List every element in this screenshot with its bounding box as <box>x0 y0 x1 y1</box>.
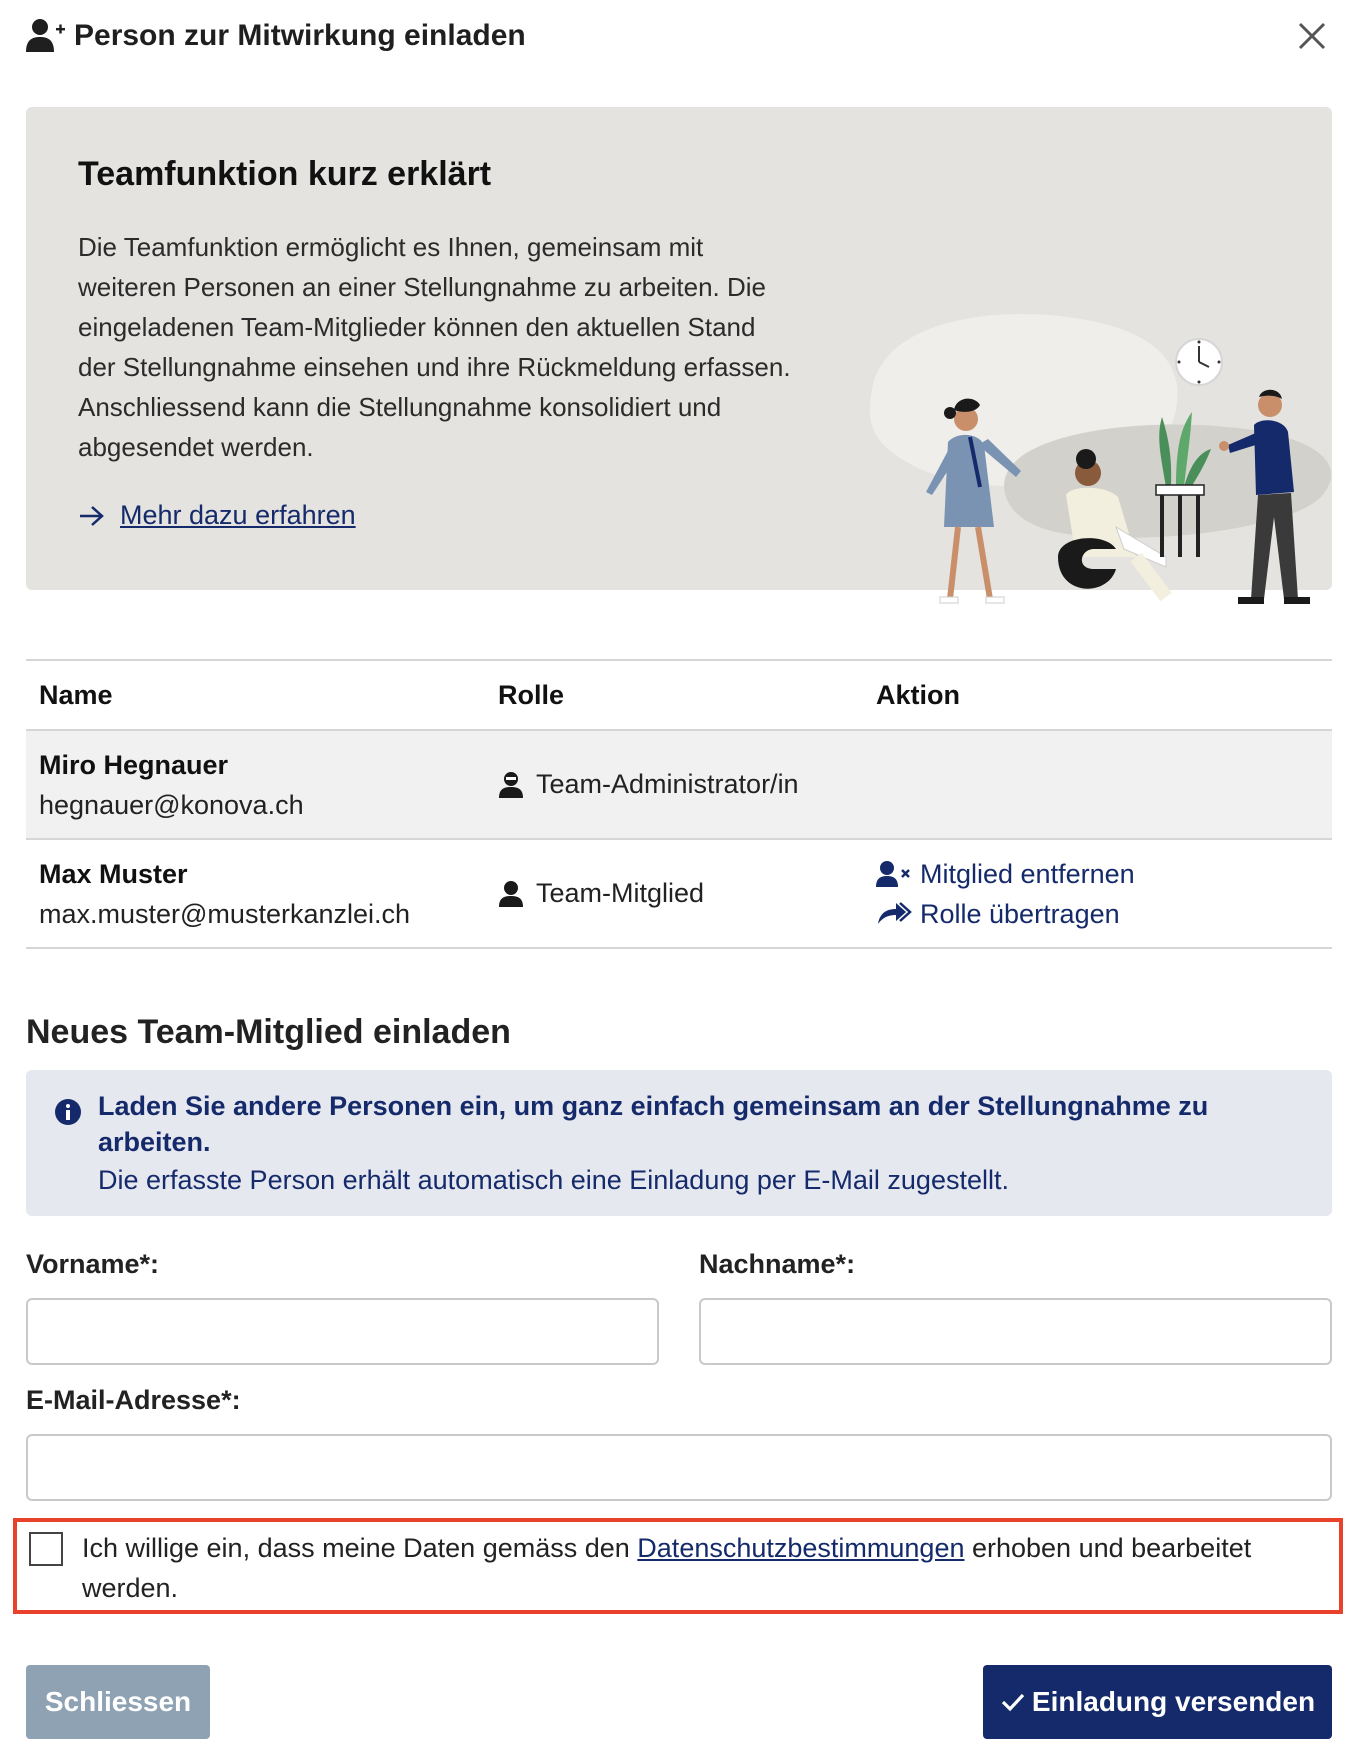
column-header-action: Aktion <box>876 679 960 710</box>
firstname-label: Vorname*: <box>26 1249 160 1279</box>
member-email: max.muster@musterkanzlei.ch <box>39 898 411 929</box>
role-cell <box>485 839 863 948</box>
consent-highlight-box <box>13 1518 1343 1614</box>
consent-text-after: erhoben und bearbeitet werden. <box>82 1533 1252 1603</box>
info-icon <box>54 1098 82 1126</box>
dialog-header <box>26 14 1332 58</box>
lastname-label: Nachname*: <box>699 1249 856 1279</box>
send-invitation-label: Einladung versenden <box>1031 1686 1316 1717</box>
table-row <box>26 839 1332 948</box>
dialog-title: Person zur Mitwirkung einladen <box>74 19 526 52</box>
invite-info-box <box>26 1070 1332 1216</box>
transfer-role-link[interactable] <box>876 894 1332 934</box>
member-cell <box>26 839 485 948</box>
team-explanation-panel <box>26 107 1332 590</box>
role-text: Team-Mitglied <box>536 878 705 908</box>
privacy-policy-link[interactable]: Datenschutzbestimmungen <box>637 1533 965 1563</box>
send-invitation-button[interactable] <box>983 1665 1332 1739</box>
share-forward-icon <box>876 900 912 928</box>
action-cell <box>863 730 1332 839</box>
member-email: hegnauer@konova.ch <box>39 789 304 820</box>
user-plus-icon <box>26 18 66 54</box>
email-label: E-Mail-Adresse*: <box>26 1385 241 1415</box>
firstname-input[interactable] <box>26 1298 659 1365</box>
user-remove-icon <box>876 860 912 888</box>
table-header-row <box>26 660 1332 730</box>
team-members-table <box>26 659 1332 949</box>
role-label <box>498 769 863 800</box>
consent-checkbox[interactable] <box>29 1532 63 1566</box>
team-illustration <box>866 227 1336 617</box>
remove-member-link[interactable] <box>876 854 1332 894</box>
role-label <box>498 878 863 909</box>
lastname-input[interactable] <box>699 1298 1332 1365</box>
column-header-role: Rolle <box>498 679 565 710</box>
check-icon <box>1000 1691 1026 1713</box>
table-row <box>26 730 1332 839</box>
consent-text <box>82 1528 1332 1608</box>
close-icon[interactable] <box>1292 16 1332 56</box>
learn-more-label: Mehr dazu erfahren <box>120 500 356 530</box>
role-cell <box>485 730 863 839</box>
role-text: Team-Administrator/in <box>536 769 799 799</box>
action-cell <box>863 839 1332 948</box>
member-name: Miro Hegnauer <box>39 749 229 780</box>
consent-text-before: Ich willige ein, dass meine Daten gemäss den <box>82 1533 638 1563</box>
arrow-right-icon <box>78 504 106 528</box>
close-button[interactable]: Schliessen <box>26 1665 210 1739</box>
explanation-title: Teamfunktion kurz erklärt <box>78 155 492 193</box>
remove-member-label: Mitglied entfernen <box>920 858 1135 889</box>
email-input[interactable] <box>26 1434 1332 1501</box>
invite-section-title: Neues Team-Mitglied einladen <box>26 1013 511 1051</box>
member-cell <box>26 730 485 839</box>
info-headline: Laden Sie andere Personen ein, um ganz einfach gemeinsam an der Stellungnahme zu arbeiten. <box>98 1091 1209 1157</box>
column-header-name: Name <box>39 679 113 710</box>
member-name: Max Muster <box>39 858 188 889</box>
info-subtext: Die erfasste Person erhält automatisch eine Einladung per E-Mail zugestellt. <box>98 1165 1009 1195</box>
user-icon <box>498 880 524 908</box>
explanation-text: Die Teamfunktion ermöglicht es Ihnen, gemeinsam mit weiteren Personen an einer Stellungnahme zu arbeiten. Die eingeladenen Team-Mitglieder können den aktuellen Stand der Stellungnahme einsehen und ihre Rückmeldung erfassen. Anschliessend kann die Stellungnahme konsolidiert und abgesendet werden. <box>78 232 791 462</box>
transfer-role-label: Rolle übertragen <box>920 898 1120 929</box>
learn-more-link[interactable] <box>78 500 356 531</box>
admin-user-icon <box>498 771 524 799</box>
